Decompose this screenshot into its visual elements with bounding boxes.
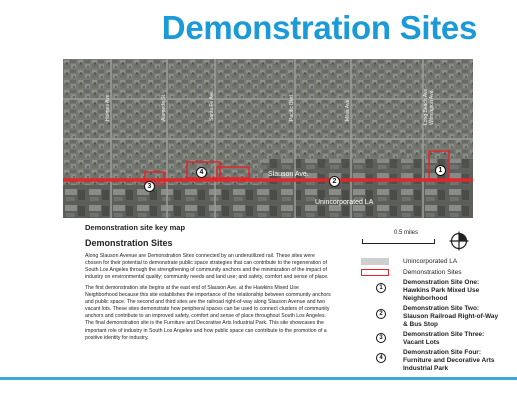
map-caption: Demonstration site key map — [85, 223, 186, 232]
footer-rule — [0, 377, 517, 380]
street-label: Wilmington Ave. — [429, 89, 435, 125]
legend-label: Unincorporated LA — [403, 258, 458, 265]
street-label: Holmes Ave. — [105, 93, 111, 121]
site-number-icon: 4 — [376, 353, 386, 363]
site-number-icon: 1 — [376, 283, 386, 293]
street-label: Miles Ave. — [345, 98, 351, 121]
site-marker-4: 4 — [196, 167, 207, 178]
legend-swatch — [361, 258, 389, 265]
site-marker-2: 2 — [329, 176, 340, 187]
body-paragraph: The first demonstration site begins at the east end of Slauson Ave. at the Hawkins Mixed Use Neighborhood because this site establishes the importance of the relationship between community anchors and public space. The second and third sites are the railroad right-of-way along Slauson Avenue and two vacant lots. These sites demonstrate how peripheral spaces can be used to connect clusters of community anchors and contribute to an improved safety, comfort and sense of place throughout South Los Angeles. The final demonstration site is the Furniture and Decorative Arts Industrial Park. This site showcases the important role of industry in South Los Angeles and how public space can contribute to the promotion of a positive identity for industry. — [85, 285, 331, 341]
site-marker-3: 3 — [144, 181, 155, 192]
page-title: Demonstration Sites — [161, 9, 477, 46]
legend-label: Demonstration Site Two: Slauson Railroad Right-of-Way & Bus Stop — [403, 305, 499, 328]
body-paragraph: Along Slauson Avenue are Demonstration Sites connected by an underutilized rail. These sites were chosen for their potential to demonstrate public space strategies that can contribute to the regeneration of South Los Angeles through the strengthening of community anchors and the minimization of the impact of industry on environmental quality; community needs and land use; and safety, comfort and sense of place. — [85, 253, 329, 281]
section-title: Demonstration Sites — [85, 238, 173, 248]
scale-bar-line — [362, 239, 435, 244]
legend-label: Demonstration Site Three: Vacant Lots — [403, 331, 485, 346]
street-label: Santa Fe Ave. — [209, 89, 215, 121]
legend-label: Demonstration Sites — [403, 269, 462, 276]
site-number-icon: 2 — [376, 309, 386, 319]
street-label: Long Beach Ave. — [423, 87, 429, 125]
legend-label: Demonstration Site Four: Furniture and Decorative Arts Industrial Park — [403, 349, 495, 372]
key-map — [63, 59, 473, 218]
street-label: Pacific Blvd. — [289, 93, 295, 121]
site-number-icon: 3 — [376, 333, 386, 343]
aerial-map-image — [63, 59, 473, 218]
legend-label: Demonstration Site One: Hawkins Park Mixed Use Neighborhood — [403, 279, 480, 302]
legend-outline-swatch — [361, 269, 389, 276]
road-label: Slauson Ave. — [268, 171, 309, 178]
scale-label: 0.5 miles — [394, 230, 419, 236]
area-label: Unincorporated LA — [315, 199, 374, 206]
north-arrow-icon — [449, 231, 469, 256]
street-label: Alameda St. — [161, 93, 167, 121]
site-marker-1: 1 — [435, 165, 446, 176]
